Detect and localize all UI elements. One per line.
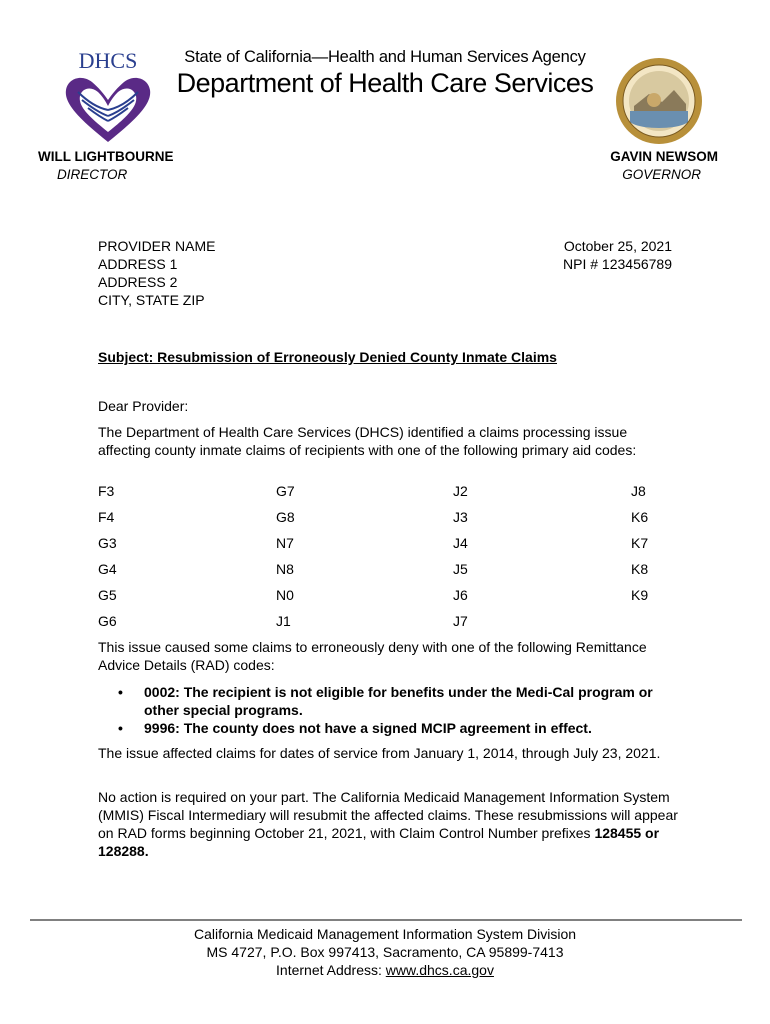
rad-codes-list — [98, 683, 658, 737]
issue-paragraph: This issue caused some claims to erroneously deny with one of the following Remittance Advice Details (RAD) codes: — [98, 639, 647, 673]
aid-codes-row — [98, 483, 668, 509]
aid-code: K9 — [631, 587, 649, 603]
logo-text: DHCS — [78, 48, 138, 73]
aid-code: F3 — [98, 483, 115, 499]
aid-code: F4 — [98, 509, 115, 525]
department-title: Department of Health Care Services — [176, 68, 594, 98]
action-text: No action is required on your part. The California Medicaid Management Information System (MMIS) Fiscal Intermediary will resubmit the affected claims. These resubmissions will appear on RAD forms beginning October 21, 2021, with Claim Control Number prefixes — [98, 789, 678, 841]
rad-code-text: 9996: The county does not have a signed MCIP agreement in effect. — [144, 720, 592, 736]
aid-code: J2 — [453, 483, 468, 499]
subject-line: Subject: Resubmission of Erroneously Denied County Inmate Claims — [98, 349, 557, 365]
aid-code: G7 — [276, 483, 295, 499]
aid-code: G3 — [98, 535, 117, 551]
aid-code: N8 — [276, 561, 294, 577]
action-paragraph — [98, 788, 678, 860]
address-line: ADDRESS 2 — [98, 274, 178, 290]
bullet-icon: • — [118, 684, 123, 700]
director-name: WILL LIGHTBOURNE — [38, 149, 174, 164]
agency-line: State of California—Health and Human Services Agency — [184, 48, 586, 66]
address-line: ADDRESS 1 — [98, 256, 178, 272]
governor-name: GAVIN NEWSOM — [610, 149, 718, 164]
aid-codes-row — [98, 509, 668, 535]
letter-meta — [563, 237, 672, 273]
aid-code: J3 — [453, 509, 468, 525]
aid-code: G4 — [98, 561, 117, 577]
aid-code: J4 — [453, 535, 468, 551]
list-item — [98, 683, 658, 719]
aid-code: N7 — [276, 535, 294, 551]
internet-label: Internet Address: — [276, 962, 386, 978]
aid-code: N0 — [276, 587, 294, 603]
npi-number: NPI # 123456789 — [563, 256, 672, 272]
aid-code: G6 — [98, 613, 117, 629]
aid-code: K6 — [631, 509, 649, 525]
aid-codes-row — [98, 561, 668, 587]
bullet-icon: • — [118, 720, 123, 736]
dates-paragraph: The issue affected claims for dates of service from January 1, 2014, through July 23, 2021. — [98, 745, 661, 761]
california-seal-icon — [614, 56, 704, 146]
salutation: Dear Provider: — [98, 398, 189, 414]
aid-code: K8 — [631, 561, 649, 577]
aid-code: G8 — [276, 509, 295, 525]
governor-title: GOVERNOR — [622, 167, 701, 182]
aid-code: J6 — [453, 587, 468, 603]
aid-codes-row — [98, 535, 668, 561]
aid-codes-row — [98, 613, 668, 639]
rad-code-text: 0002: The recipient is not eligible for benefits under the Medi-Cal program or other special programs. — [144, 684, 653, 718]
intro-paragraph: The Department of Health Care Services (DHCS) identified a claims processing issue affecting county inmate claims of recipients with one of the following primary aid codes: — [98, 424, 637, 458]
address-line: CITY, STATE ZIP — [98, 292, 205, 308]
address-line: PROVIDER NAME — [98, 238, 216, 254]
aid-code: J5 — [453, 561, 468, 577]
footer-address: MS 4727, P.O. Box 997413, Sacramento, CA 95899-7413 — [206, 944, 564, 960]
footer-division: California Medicaid Management Information System Division — [193, 926, 577, 942]
aid-codes-grid — [98, 483, 668, 639]
aid-code: J8 — [631, 483, 646, 499]
aid-codes-row — [98, 587, 668, 613]
aid-code: J1 — [276, 613, 291, 629]
footer-divider — [30, 919, 742, 921]
aid-code: J7 — [453, 613, 468, 629]
website-link[interactable]: www.dhcs.ca.gov — [385, 962, 494, 978]
director-title: DIRECTOR — [57, 167, 128, 182]
recipient-address — [98, 237, 215, 309]
aid-code: K7 — [631, 535, 649, 551]
letter-date: October 25, 2021 — [563, 238, 672, 254]
aid-code: G5 — [98, 587, 117, 603]
list-item — [98, 719, 658, 737]
ccn-prefixes: 128455 or 128288. — [98, 825, 660, 859]
footer-internet — [0, 961, 770, 979]
